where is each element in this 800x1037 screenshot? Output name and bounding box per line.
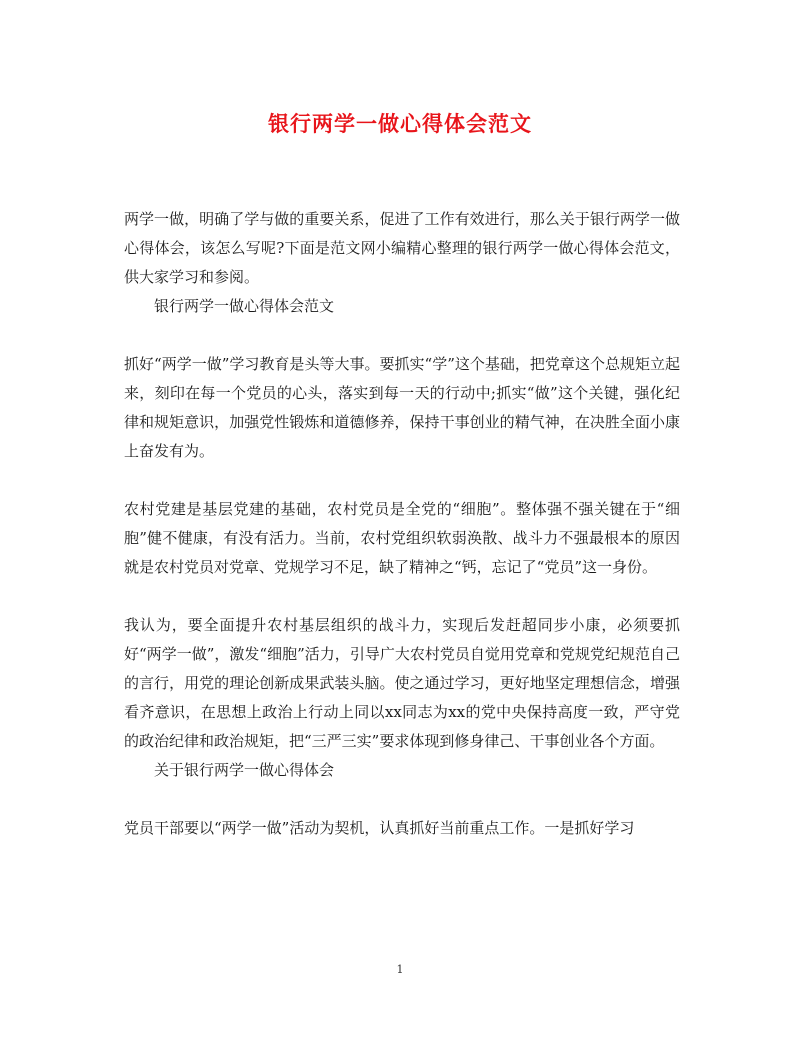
intro-paragraph: 两学一做，明确了学与做的重要关系，促进了工作有效进行，那么关于银行两学一做心得体会，该怎么写呢?下面是范文网小编精心整理的银行两学一做心得体会范文，供大家学习和参阅。 xyxy=(124,210,680,286)
page-number: 1 xyxy=(396,963,404,976)
body-paragraph: 抓好“两学一做”学习教育是头等大事。要抓实“学”这个基础，把党章这个总规矩立起来，刻印在每一个党员的心头，落实到每一天的行动中;抓实“做”这个关键，强化纪律和规矩意识，加强党性锻炼和道德修养，保持干事创业的精气神，在决胜全面小康上奋发有为。 xyxy=(124,355,680,460)
body-paragraph: 我认为，要全面提升农村基层组织的战斗力，实现后发赶超同步小康，必须要抓好“两学一做”，激发“细胞”活力，引导广大农村党员自觉用党章和党规党纪规范自己的言行，用党的理论创新成果武装头脑。使之通过学习，更好地坚定理想信念，增强看齐意识，在思想上政治上行动上同以xx同志为xx的党中央保持高度一致，严守党的政治纪律和政治规矩，把“三严三实”要求体现到修身律己、干事创业各个方面。 xyxy=(124,616,680,750)
paragraph-gap xyxy=(124,582,680,611)
section-subtitle: 银行两学一做心得体会范文 xyxy=(154,297,335,315)
paragraph-gap xyxy=(124,321,680,350)
paragraph-gap xyxy=(124,466,680,495)
document-title: 银行两学一做心得体会范文 xyxy=(268,111,532,136)
body-paragraph: 党员干部要以“两学一做”活动为契机，认真抓好当前重点工作。一是抓好学习 xyxy=(124,819,635,837)
paragraph-gap xyxy=(124,785,680,814)
document-body xyxy=(124,205,680,843)
section-subtitle: 关于银行两学一做心得体会 xyxy=(154,761,335,779)
body-paragraph: 农村党建是基层党建的基础，农村党员是全党的“细胞”。整体强不强关键在于“细胞”健不健康，有没有活力。当前，农村党组织软弱涣散、战斗力不强最根本的原因就是农村党员对党章、党规学习不足，缺了精神之“钙，忘记了“党员”这一身份。 xyxy=(124,500,680,576)
